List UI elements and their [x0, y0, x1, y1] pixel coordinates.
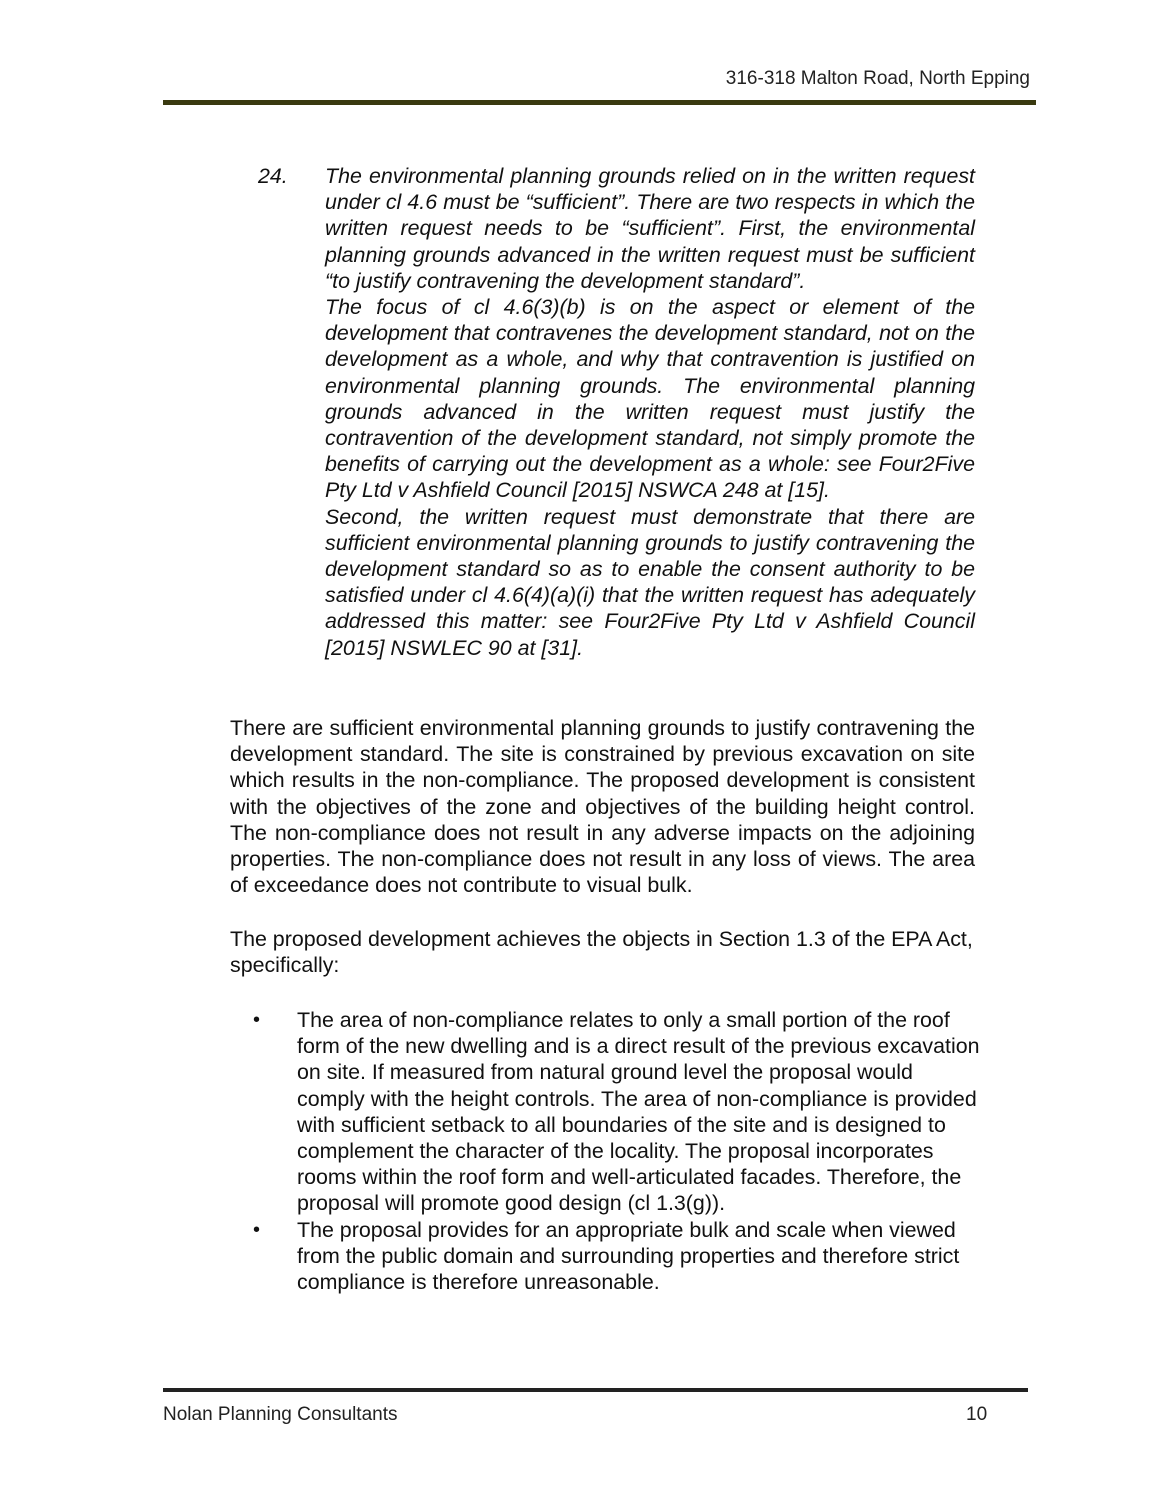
objects-bullet-list: [250, 1007, 980, 1295]
header-rule: [163, 100, 1036, 105]
quote-number: 24.: [258, 164, 288, 188]
body-paragraph-objects: The proposed development achieves the objects in Section 1.3 of the EPA Act, specifically:: [230, 927, 973, 978]
bullet-text: The proposal provides for an appropriate bulk and scale when viewed from the public domain and surrounding properties and therefore strict compliance is therefore unreasonable.: [297, 1217, 960, 1295]
quote-paragraph: The focus of cl 4.6(3)(b) is on the aspect or element of the development that contravenes the development standard, not on the development as a whole, and why that contravention is justified on environmental planning grounds. The environmental planning grounds advanced in the written request must justify the contravention of the development standard, not simply promote the benefits of carrying out the development as a whole: see Four2Five Pty Ltd v Ashfield Council [2015] NSWCA 248 at [15].: [325, 295, 975, 503]
quote-paragraph: The environmental planning grounds relied on in the written request under cl 4.6 must be “sufficient”. There are two respects in which the written request needs to be “sufficient”. First, the environmental planning grounds advanced in the written request must be sufficient “to justify contravening the development standard”.: [325, 164, 975, 293]
quote-body: [325, 163, 975, 661]
header-address: 316-318 Malton Road, North Epping: [725, 68, 1030, 89]
bullet-icon: •: [253, 1009, 261, 1031]
body-paragraph-grounds: There are sufficient environmental planning grounds to justify contravening the development standard. The site is constrained by previous excavation on site which results in the non-compliance. The proposed development is consistent with the objectives of the zone and objectives of the building height control. The non-compliance does not result in any adverse impacts on the adjoining properties. The non-compliance does not result in any loss of views. The area of exceedance does not contribute to visual bulk.: [230, 716, 975, 898]
bullet-item: [250, 1217, 980, 1296]
bullet-item: [250, 1007, 980, 1217]
quoted-paragraph-24: [258, 163, 975, 661]
bullet-icon: •: [253, 1218, 261, 1241]
bullet-text: The area of non-compliance relates to only a small portion of the roof form of the new dwelling and is a direct result of the previous excavation on site. If measured from natural ground level the proposal would comply with the height controls. The area of non-compliance is provided with sufficient setback to all boundaries of the site and is designed to complement the character of the locality. The proposal incorporates rooms within the roof form and well-articulated facades. Therefore, the proposal will promote good design (cl 1.3(g)).: [297, 1008, 980, 1216]
page-number: 10: [966, 1404, 988, 1425]
footer-company: Nolan Planning Consultants: [163, 1404, 398, 1425]
footer-rule: [163, 1388, 1028, 1392]
quote-paragraph: Second, the written request must demonstrate that there are sufficient environmental planning grounds to justify contravening the development standard so as to enable the consent authority to be satisfied under cl 4.6(4)(a)(i) that the written request has adequately addressed this matter: see Four2Five Pty Ltd v Ashfield Council [2015] NSWLEC 90 at [31].: [325, 504, 975, 660]
